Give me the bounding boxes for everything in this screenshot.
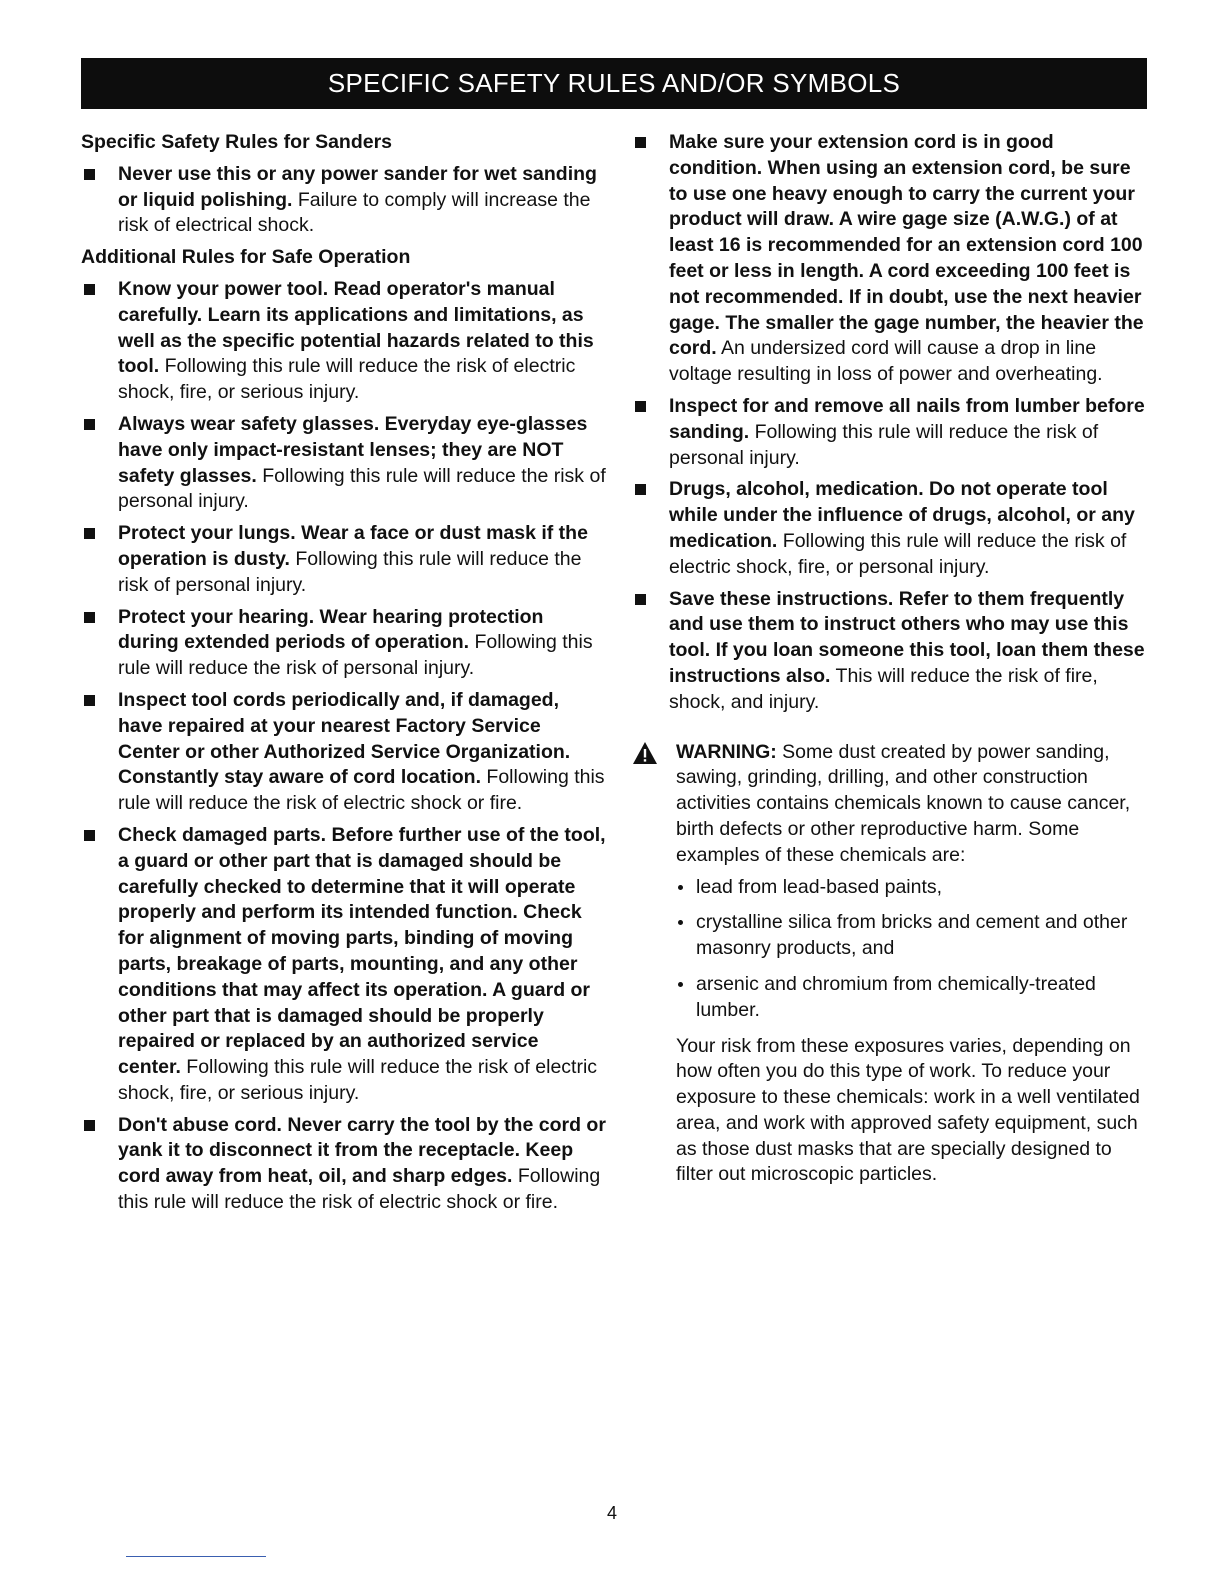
warning-label: WARNING: (676, 740, 777, 763)
rule-text: Following this rule will reduce the risk of personal injury. (118, 547, 582, 596)
rule-item (632, 477, 1152, 580)
list-item-text: arsenic and chromium from chemically-treated lumber. (696, 972, 1096, 1021)
page-number: 4 (606, 1503, 617, 1523)
footer-divider (126, 1556, 266, 1557)
right-column (632, 130, 1152, 1188)
additional-rules-heading: Additional Rules for Safe Operation (81, 246, 411, 269)
rule-bold: Never use this or any power sander for wet sanding or liquid polishing. (118, 162, 597, 211)
warning-block (632, 740, 1152, 1189)
rule-text: Following this rule will reduce the risk of electric shock, fire, or serious injury. (118, 1056, 598, 1104)
square-bullet-icon (84, 284, 95, 295)
square-bullet-icon (84, 169, 95, 180)
rule-text: This will reduce the risk of fire, shock, and injury. (669, 664, 1098, 713)
list-item (676, 972, 1152, 1024)
square-bullet-icon (635, 594, 646, 605)
rule-bold: Protect your lungs. Wear a face or dust mask if the operation is dusty. (118, 522, 588, 570)
dot-bullet-icon (678, 885, 683, 890)
rule-item (81, 823, 606, 1107)
rule-text: Following this rule will reduce the risk of personal injury. (669, 420, 1099, 469)
rule-bold: Always wear safety glasses. Everyday eye-glasses have only impact-resistant lenses; they are NOT safety glasses. (118, 412, 588, 487)
risk-paragraph: Your risk from these exposures varies, depending on how often you do this type of work. To reduce your exposure to these chemicals: work in a well ventilated area, and work with approved safety equipment, such as those dust masks that are specially designed to filter out microscopic particles. (676, 1034, 1140, 1186)
warning-paragraph (676, 740, 1152, 869)
warning-triangle-icon (632, 741, 658, 765)
square-bullet-icon (84, 419, 95, 430)
rule-item (81, 162, 606, 239)
dot-bullet-icon (678, 920, 683, 925)
rule-bold: Save these instructions. Refer to them frequently and use them to instruct others who may use this tool. If you loan someone this tool, loan them these instructions also. (669, 587, 1145, 687)
list-item-text: crystalline silica from bricks and cement and other masonry products, and (696, 911, 1128, 960)
rule-text: Failure to comply will increase the risk of electrical shock. (118, 188, 591, 237)
list-item (676, 875, 1152, 901)
square-bullet-icon (84, 1120, 95, 1131)
rule-text: Following this rule will reduce the risk of electric shock or fire. (118, 766, 605, 815)
rule-text: Following this rule will reduce the risk of personal injury. (118, 464, 606, 513)
square-bullet-icon (84, 830, 95, 841)
section-title: SPECIFIC SAFETY RULES AND/OR SYMBOLS (327, 68, 901, 98)
square-bullet-icon (635, 484, 646, 495)
dot-bullet-icon (678, 982, 683, 987)
rule-item (81, 605, 606, 682)
chemical-list (676, 875, 1152, 1024)
list-item-text: lead from lead-based paints, (696, 875, 943, 898)
rule-item (632, 130, 1152, 388)
rule-item (632, 394, 1152, 471)
square-bullet-icon (84, 695, 95, 706)
square-bullet-icon (635, 401, 646, 412)
warning-text: Some dust created by power sanding, sawing, grinding, drilling, and other construction activities contains chemicals known to cause cancer, birth defects or other reproductive harm. Some examples of these chemicals are: (676, 740, 1131, 866)
rule-bold: Check damaged parts. Before further use of the tool, a guard or other part that is damaged should be carefully checked to determine that it will operate properly and perform its intended function. Check for alignment of moving parts, binding of moving parts, breakage of parts, mounting, and any other conditions that may affect its operation. A guard or other part that is damaged should be properly repaired or replaced by an authorized service center. (118, 823, 606, 1079)
left-column (81, 130, 606, 1222)
rule-bold: Know your power tool. Read operator's manual carefully. Learn its applications and limitations, as well as the specific potential hazards related to this tool. (118, 277, 594, 378)
rule-text: Following this rule will reduce the risk of electric shock or fire. (118, 1165, 601, 1214)
rule-item (81, 277, 606, 406)
rule-bold: Don't abuse cord. Never carry the tool by the cord or yank it to disconnect it from the receptacle. Keep cord away from heat, oil, and sharp edges. (118, 1113, 606, 1188)
rule-bold: Inspect tool cords periodically and, if damaged, have repaired at your nearest Factory Service Center or other Authorized Service Organization. Constantly stay aware of cord location. (118, 688, 571, 789)
list-item (676, 910, 1152, 962)
rule-bold: Protect your hearing. Wear hearing protection during extended periods of operation. (118, 605, 544, 654)
rule-text: Following this rule will reduce the risk of personal injury. (118, 631, 593, 680)
section-header (81, 58, 1147, 109)
rule-item (81, 521, 606, 598)
rule-bold: Inspect for and remove all nails from lumber before sanding. (669, 394, 1145, 443)
rule-bold: Make sure your extension cord is in good condition. When using an extension cord, be sure to use one heavy enough to carry the current your product will draw. A wire gage size (A.W.G.) of at least 16 is recommended for an extension cord 100 feet or less in length. A cord exceeding 100 feet is not recommended. If in doubt, use the next heavier gage. The smaller the gage number, the heavier the cord. (669, 131, 1144, 360)
rule-text: Following this rule will reduce the risk of electric shock, fire, or personal injury. (669, 529, 1127, 578)
rule-item (81, 688, 606, 817)
square-bullet-icon (84, 528, 95, 539)
rule-text: An undersized cord will cause a drop in line voltage resulting in loss of power and overheating. (669, 337, 1103, 386)
rule-text: Following this rule will reduce the risk of electric shock, fire, or serious injury. (118, 355, 576, 404)
sanders-heading: Specific Safety Rules for Sanders (81, 131, 393, 153)
rule-item (81, 412, 606, 515)
square-bullet-icon (84, 612, 95, 623)
rule-item (81, 1113, 606, 1216)
rule-item (632, 587, 1152, 716)
square-bullet-icon (635, 137, 646, 148)
rule-bold: Drugs, alcohol, medication. Do not operate tool while under the influence of drugs, alcohol, or any medication. (669, 478, 1135, 552)
